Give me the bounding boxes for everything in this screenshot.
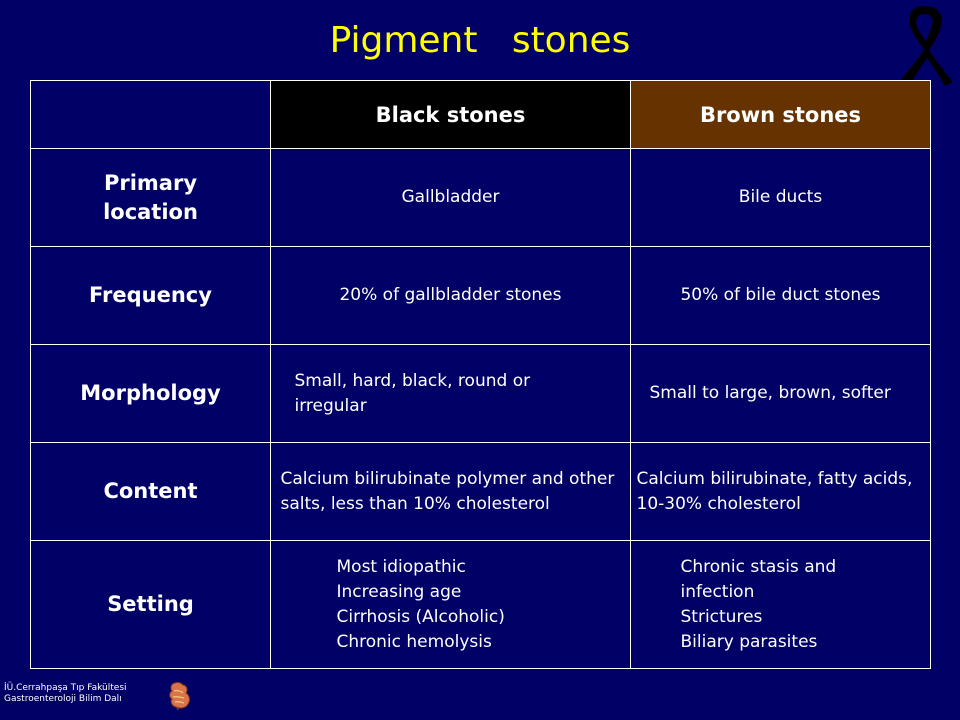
list-item: Chronic stasis and — [680, 556, 837, 577]
slide-title: Pigment stones — [329, 20, 631, 61]
list-item: Increasing age — [336, 581, 462, 602]
row-label: Morphology — [31, 345, 271, 443]
list-item: Chronic hemolysis — [336, 631, 492, 652]
digestive-system-icon — [166, 681, 192, 711]
header-black-stones: Black stones — [271, 81, 631, 149]
table-row-frequency — [31, 247, 931, 345]
row-label — [31, 149, 271, 247]
list-item: Biliary parasites — [680, 631, 818, 652]
table-row-setting — [31, 541, 931, 669]
list-item: Cirrhosis (Alcoholic) — [336, 606, 505, 627]
list-item: Strictures — [680, 606, 763, 627]
list-item: Most idiopathic — [336, 556, 466, 577]
black-stones-text: Calcium bilirubinate polymer and other salts, less than 10% cholesterol — [280, 468, 615, 514]
black-stones-cell — [271, 443, 631, 541]
table-row-morphology — [31, 345, 931, 443]
brown-stones-cell — [631, 541, 931, 669]
row-label: Frequency — [31, 247, 271, 345]
black-stones-list — [337, 555, 565, 655]
header-brown-stones: Brown stones — [631, 81, 931, 149]
comparison-table — [30, 80, 931, 669]
brown-stones-cell — [631, 345, 931, 443]
row-label: Setting — [31, 541, 271, 669]
list-item: infection — [680, 581, 755, 602]
brown-stones-text: Small to large, brown, softer — [649, 383, 891, 403]
footer-institution — [4, 683, 127, 705]
brown-stones-cell: Bile ducts — [631, 149, 931, 247]
row-label: Content — [31, 443, 271, 541]
brown-stones-cell — [631, 443, 931, 541]
row-label-text: Primary location — [103, 170, 198, 224]
black-stones-cell: Gallbladder — [271, 149, 631, 247]
table-row-content — [31, 443, 931, 541]
awareness-ribbon-icon — [893, 2, 955, 88]
table-header-row — [31, 81, 931, 149]
black-stones-cell: 20% of gallbladder stones — [271, 247, 631, 345]
black-stones-text: Small, hard, black, round or irregular — [294, 370, 531, 416]
black-stones-cell — [271, 541, 631, 669]
footer-line-2: Gastroenteroloji Bilim Dalı — [4, 694, 122, 704]
header-empty-cell — [31, 81, 271, 149]
brown-stones-list — [681, 555, 881, 655]
black-stones-cell — [271, 345, 631, 443]
footer-line-1: İÜ.Cerrahpaşa Tıp Fakültesi — [4, 683, 127, 693]
brown-stones-text: Calcium bilirubinate, fatty acids, 10-30% cholesterol — [636, 468, 913, 514]
table-row-primary-location — [31, 149, 931, 247]
brown-stones-cell: 50% of bile duct stones — [631, 247, 931, 345]
